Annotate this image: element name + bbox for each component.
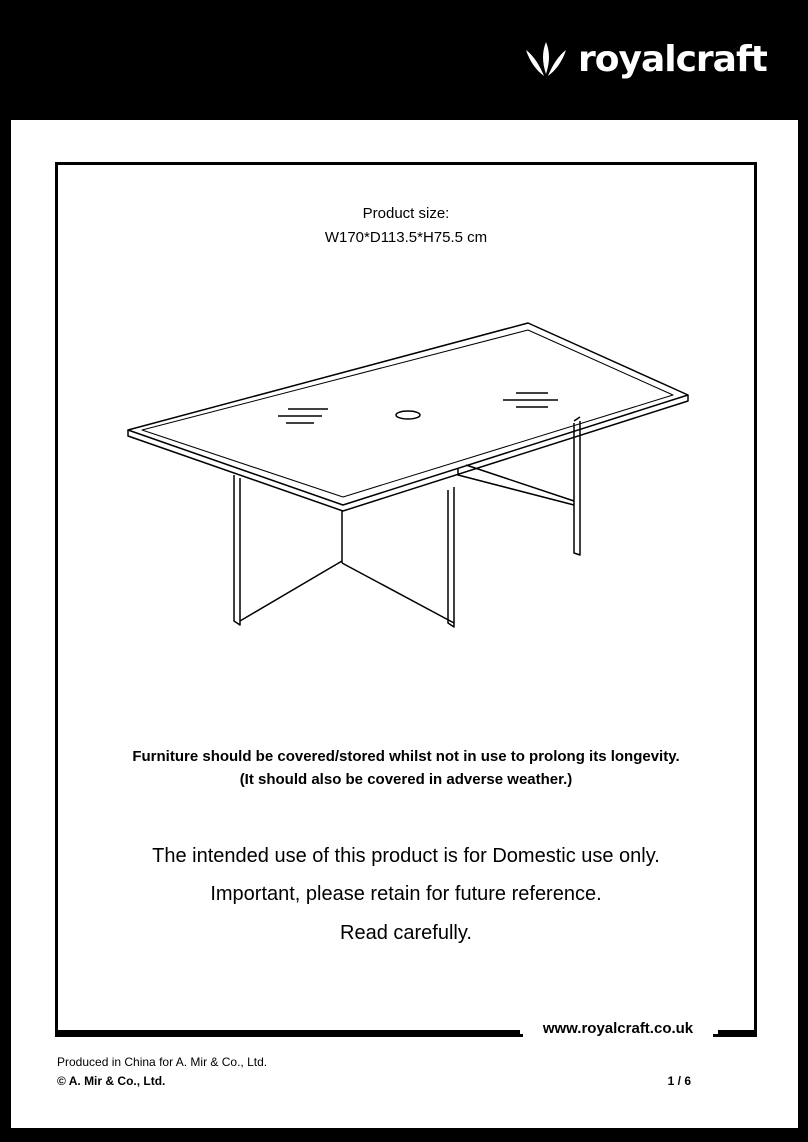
- crown-leaf-icon: [522, 40, 570, 80]
- manual-page: [11, 120, 798, 1128]
- brand-name: royalcraft: [578, 39, 767, 80]
- header-bar: [0, 0, 808, 120]
- footer-divider-left: [55, 1030, 520, 1034]
- copyright: © A. Mir & Co., Ltd.: [57, 1074, 166, 1088]
- content-frame: [55, 162, 757, 1037]
- care-note: Furniture should be covered/stored whilst not in use to prolong its longevity.: [132, 748, 680, 765]
- usage-note: The intended use of this product is for Domestic use only.: [152, 845, 660, 867]
- footer-divider-right: [718, 1030, 757, 1034]
- table-line-drawing: [118, 305, 698, 645]
- product-size-value: W170*D113.5*H75.5 cm: [324, 229, 488, 246]
- website-link[interactable]: www.royalcraft.co.uk: [523, 1020, 713, 1037]
- page-number: 1 / 6: [667, 1074, 691, 1088]
- read-carefully-note: Read carefully.: [340, 922, 472, 944]
- product-size-label: Product size:: [362, 205, 450, 222]
- retain-note: Important, please retain for future reference.: [210, 883, 602, 905]
- brand-logo: [522, 38, 767, 82]
- produced-note: Produced in China for A. Mir & Co., Ltd.: [57, 1055, 268, 1069]
- care-note-weather: (It should also be covered in adverse weather.): [239, 771, 573, 788]
